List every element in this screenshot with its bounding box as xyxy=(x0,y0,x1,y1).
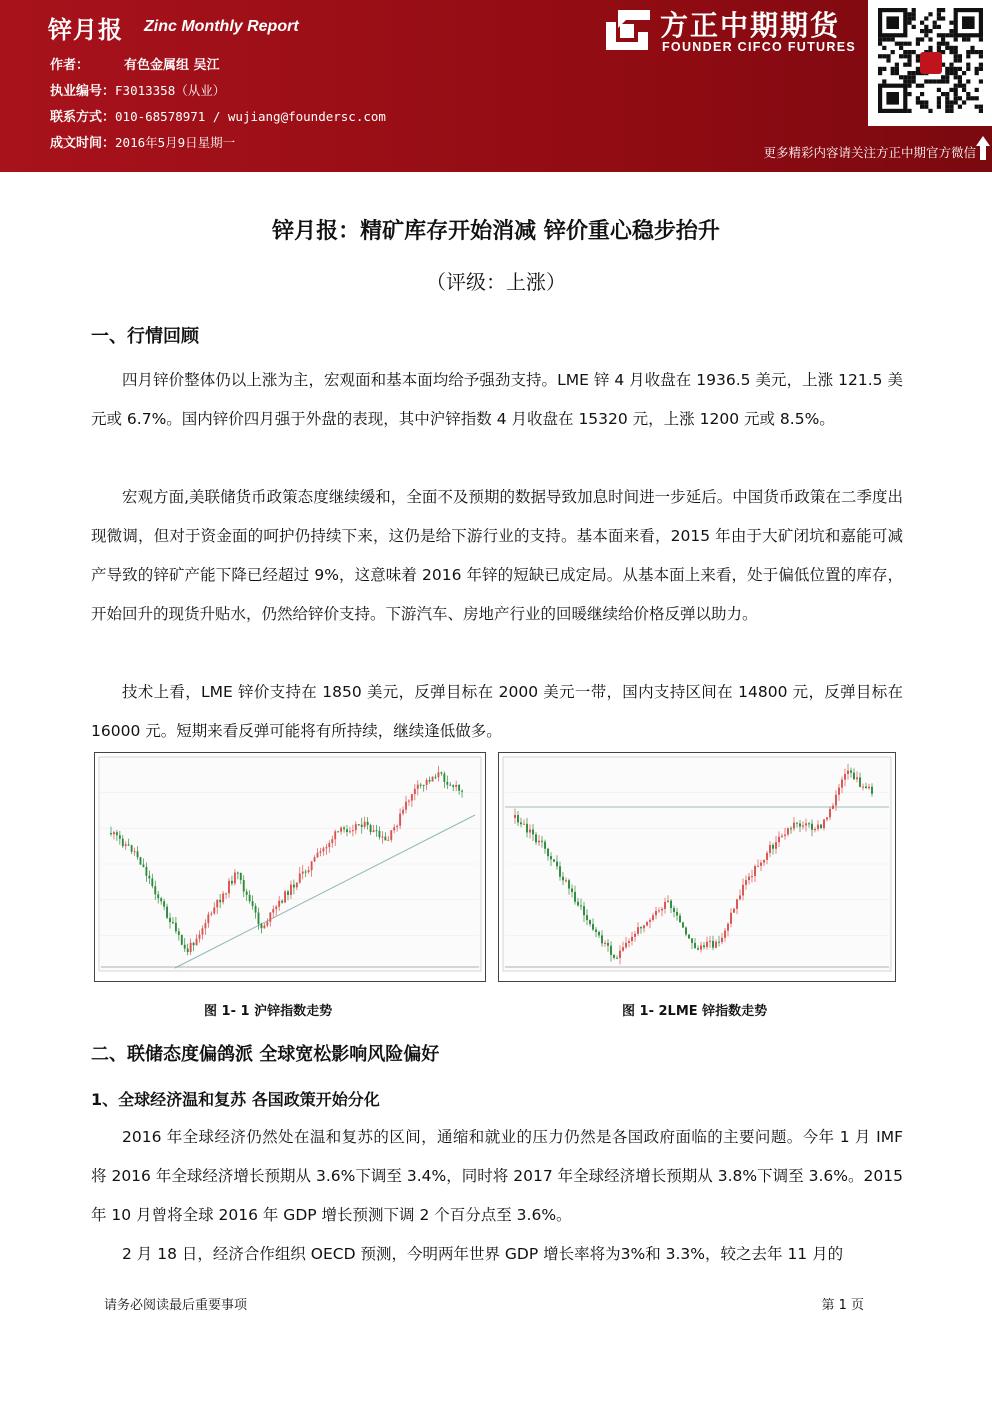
lme-zinc-candles xyxy=(499,753,895,981)
report-rating: （评级：上涨） xyxy=(426,270,566,294)
paragraph-3: 技术上看，LME 锌价支持在 1850 美元，反弹目标在 2000 美元一带，国内支持区间在 14800 元，反弹目标在 16000 元。短期来看反弹可能将有所持续，继续逢低做多。 xyxy=(91,683,903,740)
license-label: 执业编号： xyxy=(50,84,116,99)
brand-title: 锌月报 xyxy=(48,16,123,44)
page-number: 第 1 页 xyxy=(821,1298,864,1313)
section-heading-2: 二、联储态度偏鸽派 全球宽松影响风险偏好 xyxy=(91,1044,440,1065)
paragraph-4: 2016 年全球经济仍然处在温和复苏的区间，通缩和就业的压力仍然是各国政府面临的主要问题。今年 1 月 IMF 将 2016 年全球经济增长预期从 3.6%下调至 3.4%，同时将 2017 年全球经济增长预期从 3.8%下调至 3.6%。2015 年 10 月曾将全球 2016 年 GDP 增长预测下调 2 个百分点至 3.6%。 xyxy=(91,1128,903,1224)
lme-zinc-chart xyxy=(498,752,896,982)
footer-disclaimer: 请务必阅读最后重要事项 xyxy=(104,1298,248,1313)
company-name: 方正中期期货 xyxy=(660,9,841,42)
license-line xyxy=(50,80,225,99)
shfe-zinc-chart xyxy=(94,752,486,982)
report-title: 锌月报：精矿库存开始消减 锌价重心稳步抬升 xyxy=(272,219,720,244)
date-label: 成文时间： xyxy=(50,136,116,151)
brand-title-en: Zinc Monthly Report xyxy=(144,18,299,35)
author-label: 作者： xyxy=(50,58,90,73)
subsection-heading-1: 1、全球经济温和复苏 各国政策开始分化 xyxy=(91,1090,380,1109)
paragraph-5: 2 月 18 日，经济合作组织 OECD 预测，今明两年世界 GDP 增长率将为3%和 3.3%，较之去年 11 月的 xyxy=(122,1245,844,1263)
date-line xyxy=(50,132,235,151)
figure-caption-1: 图 1- 1 沪锌指数走势 xyxy=(204,1004,333,1019)
section-heading-1: 一、行情回顾 xyxy=(91,326,199,347)
contact-value: 010-68578971 / wujiang@foundersc.com xyxy=(115,109,386,124)
company-name-en: FOUNDER CIFCO FUTURES xyxy=(662,40,856,54)
contact-label: 联系方式： xyxy=(50,110,116,125)
paragraph-2: 宏观方面,美联储货币政策态度继续缓和，全面不及预期的数据导致加息时间进一步延后。中国货币政策在二季度出现微调，但对于资金面的呵护仍持续下来，这仍是给下游行业的支持。基本面来看，2015 年由于大矿闭坑和嘉能可减产导致的锌矿产能下降已经超过 9%，这意味着 2016 年锌的短缺已成定局。从基本面上来看，处于偏低位置的库存，开始回升的现货升贴水，仍然给锌价支持。下游汽车、房地产行业的回暖继续给价格反弹以助力。 xyxy=(91,488,903,623)
founder-logo-icon xyxy=(604,8,652,52)
follow-wechat-text: 更多精彩内容请关注方正中期官方微信 xyxy=(763,145,976,160)
arrow-up-icon xyxy=(976,136,990,160)
figure-caption-2: 图 1- 2LME 锌指数走势 xyxy=(622,1004,768,1019)
license-value: F3013358（从业） xyxy=(115,83,226,98)
author-line xyxy=(50,54,220,73)
contact-line xyxy=(50,106,386,125)
date-value: 2016年5月9日星期一 xyxy=(115,135,236,150)
shfe-zinc-candles xyxy=(95,753,485,981)
report-header xyxy=(0,0,992,172)
paragraph-1: 四月锌价整体仍以上涨为主，宏观面和基本面均给予强劲支持。LME 锌 4 月收盘在 1936.5 美元，上涨 121.5 美元或 6.7%。国内锌价四月强于外盘的表现，其中沪锌指数 4 月收盘在 15320 元，上涨 1200 元或 8.5%。 xyxy=(91,371,903,428)
author-value: 有色金属组 吴江 xyxy=(124,58,220,73)
qr-code-icon xyxy=(868,0,992,126)
